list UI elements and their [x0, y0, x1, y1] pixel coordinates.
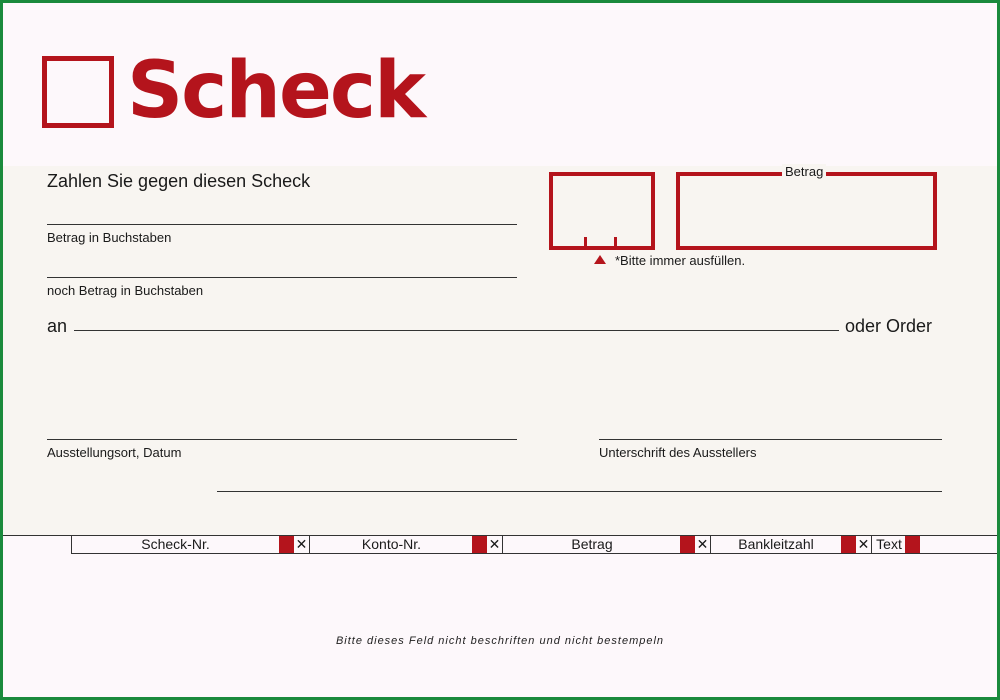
codeline-marker	[905, 536, 920, 553]
close-icon: ✕	[487, 536, 503, 553]
currency-box-tick	[614, 237, 617, 246]
codeline-marker	[279, 536, 294, 553]
cheque-instruction: Zahlen Sie gegen diesen Scheck	[47, 171, 311, 191]
codeline-note: Bitte dieses Feld nicht beschriften und nicht bestempeln	[335, 635, 665, 647]
signature-line[interactable]	[599, 439, 942, 440]
close-icon: ✕	[856, 536, 872, 553]
amount-words-line[interactable]	[47, 224, 517, 225]
codeline-field-account-number: Konto-Nr.	[361, 536, 422, 552]
codeline-field-amount: Betrag	[571, 536, 613, 552]
currency-box[interactable]	[549, 172, 655, 250]
close-icon: ✕	[695, 536, 711, 553]
amount-box-label: Betrag	[782, 164, 826, 179]
checkbox-square-icon	[42, 56, 114, 128]
currency-box-tick	[584, 237, 587, 246]
close-icon: ✕	[294, 536, 310, 553]
signature-label: Unterschrift des Ausstellers	[599, 445, 757, 460]
payee-prefix: an	[47, 316, 68, 336]
form-title: Scheck	[127, 46, 424, 136]
extra-line	[217, 491, 942, 492]
payee-suffix: oder Order	[845, 316, 933, 336]
amount-words-more-label: noch Betrag in Buchstaben	[47, 283, 204, 298]
amount-box[interactable]	[676, 172, 937, 250]
codeline-strip	[71, 536, 997, 554]
codeline-field-text: Text	[876, 536, 902, 552]
amount-words-label: Betrag in Buchstaben	[47, 230, 172, 245]
place-date-line[interactable]	[47, 439, 517, 440]
place-date-label: Ausstellungsort, Datum	[47, 445, 182, 460]
codeline-marker	[841, 536, 856, 553]
amount-words-more-line[interactable]	[47, 277, 517, 278]
codeline-field-bank-code: Bankleitzahl	[738, 536, 814, 552]
codeline-field-check-number: Scheck-Nr.	[141, 536, 210, 552]
payee-line[interactable]	[74, 330, 839, 331]
codeline-marker	[680, 536, 695, 553]
codeline-marker	[472, 536, 487, 553]
triangle-up-icon	[594, 255, 606, 264]
amount-hint: *Bitte immer ausfüllen.	[615, 253, 746, 268]
